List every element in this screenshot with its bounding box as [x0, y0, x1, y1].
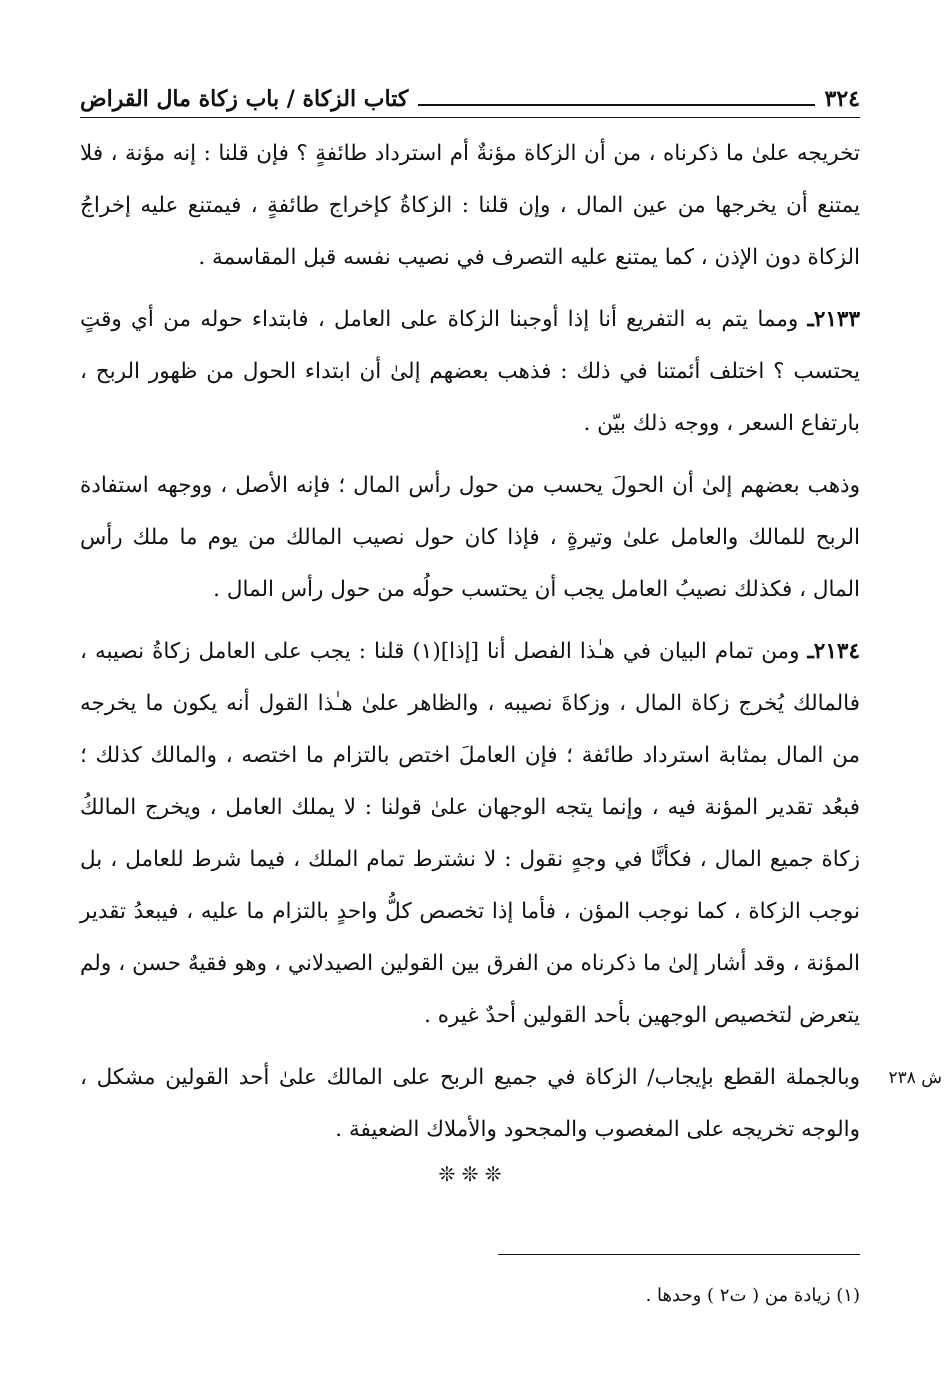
text-line: ومن تمام البيان في هـٰذا الفصل أنا [إذا](١) قلنا : يجب على العامل زكاةُ: [152, 639, 800, 664]
section-number: ٢١٣٤ـ: [807, 639, 860, 664]
paragraph: [80, 460, 860, 616]
text-line: ما يخرجه من المال بمثابة استرداد طائفة ؛ فإن العاملَ اختص بالتزام ما اختصه ،: [80, 691, 860, 768]
footnote-rule: [498, 1254, 860, 1255]
text-line: العامل ، ويخرج المالكُ زكاة جميع المال ، فكأنَّا في وجهٍ نقول : لا نشترط تمام: [80, 795, 860, 872]
text-line: كلُّ واحدٍ بالتزام ما عليه ، فيبعدُ تقدير المؤنة ، وقد أشار إلىٰ ما ذكرناه من الفرق بين: [80, 899, 860, 976]
text-line: الزكاة دون الإذن ، كما يمتنع عليه التصرف في نصيب نفسه قبل المقاسمة .: [198, 245, 860, 270]
paragraph: [80, 626, 860, 1042]
text-line: والمالك كذلك ؛ فبعُد تقدير المؤنة فيه ، وإنما يتجه الوجهان علىٰ قولنا : لا يملك: [80, 743, 860, 820]
text-line: ما ملك رأس المال ، فكذلك نصيبُ العامل يجب أن يحتسب حولُه من حول رأس: [80, 525, 860, 602]
text-line: وبالجملة القطع بإيجاب/ الزكاة في جميع الربح على المالك علىٰ أحد القولين: [165, 1065, 860, 1090]
header-rule: [80, 117, 860, 118]
text-line: وذهب بعضهم إلىٰ أن الحولَ يحسب من حول رأس المال ؛ فإنه الأصل ، ووجهه: [156, 473, 860, 498]
page-number: ٣٢٤: [824, 86, 860, 112]
text-line: الربح ، بارتفاع السعر ، ووجه ذلك بيّن .: [80, 359, 860, 436]
text-line: يمتنع أن يخرجها من عين المال ، وإن قلنا : الزكاةُ كإخراج طائفةٍ ، فيمتنع عليه إخراجُ: [80, 193, 860, 218]
separator-stars: ❊ ❊ ❊: [438, 1162, 502, 1186]
text-line: ومما يتم به التفريع أنا إذا أوجبنا الزكاة على العامل ، فابتداء حوله من أي: [131, 307, 799, 332]
text-line: المال .: [213, 577, 274, 602]
paragraph: [80, 128, 860, 284]
margin-note: ش ٢٣٨: [888, 1068, 942, 1088]
text-line: تخريجه علىٰ ما ذكرناه ، من أن الزكاة مؤنةٌ أم استرداد طائفةٍ ؟ فإن قلنا : إنه مؤنة ، فلا: [80, 141, 860, 166]
text-line: الملك ، فيما شرط للعامل ، بل نوجب الزكاة ، كما نوجب المؤن ، فأما إذا تخصص: [80, 847, 860, 924]
text-line: أحدٌ غيره .: [424, 1003, 517, 1028]
footnote: (١) زيادة من ( ت٢ ) وحدها .: [645, 1285, 860, 1306]
running-header: [80, 82, 860, 116]
text-line: القولين الصيدلاني ، وهو فقيهٌ حسن ، ولم يتعرض لتخصيص الوجهين بأحد القولين: [80, 951, 860, 1028]
paragraph: [80, 294, 860, 450]
paragraph: [80, 1052, 860, 1156]
header-dash: [418, 104, 814, 106]
header-title: كتاب الزكاة / باب زكاة مال القراض: [80, 86, 409, 112]
text-line: مشكل ، والوجه تخريجه على المغصوب والمجحود والأملاك الضعيفة .: [80, 1065, 860, 1142]
main-text: [80, 128, 860, 1166]
text-line: نصيبه ، فالمالك يُخرج زكاة المال ، وزكاةَ نصيبه ، والظاهر علىٰ هـٰذا القول أنه يكون: [80, 639, 860, 716]
text-line: وقتٍ يحتسب ؟ اختلف أئمتنا في ذلك : فذهب بعضهم إلىٰ أن ابتداء الحول من ظهور: [80, 307, 860, 384]
text-line: استفادة الربح للمالك والعامل علىٰ وتيرةٍ ، فإذا كان حول نصيب المالك من يوم: [80, 473, 860, 550]
section-number: ٢١٣٣ـ: [807, 307, 861, 332]
